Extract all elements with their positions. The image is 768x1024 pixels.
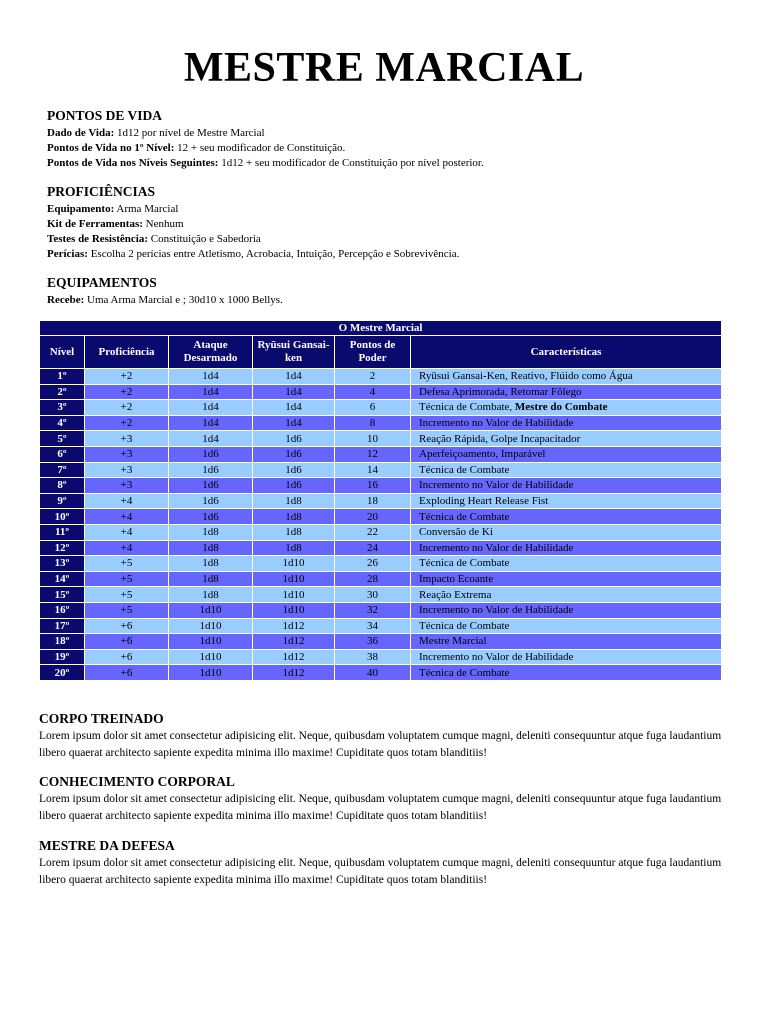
ryusui-cell: 1d6 [253, 462, 335, 478]
level-cell: 19º [40, 649, 85, 665]
col-header-ryusui: Ryūsui Gansai-ken [253, 336, 335, 369]
section-text: Lorem ipsum dolor sit amet consectetur adipisicing elit. Neque, quibusdam voluptatem cumque magni, deleniti consequuntur atque fuga laudantium libero quaerat architecto sapiente expedita minima illo maxime! Cupiditate quos totam blanditiis! [39, 857, 722, 886]
features-cell: Mestre Marcial [411, 634, 722, 650]
level-cell: 4º [40, 415, 85, 431]
power-cell: 4 [335, 384, 411, 400]
proficiency-cell: +6 [85, 665, 169, 681]
features-cell: Impacto Ecoante [411, 571, 722, 587]
power-cell: 36 [335, 634, 411, 650]
proficiency-cell: +4 [85, 540, 169, 556]
proficiency-cell: +5 [85, 571, 169, 587]
features-cell: Técnica de Combate [411, 618, 722, 634]
power-cell: 22 [335, 524, 411, 540]
unarmed-cell: 1d6 [169, 478, 253, 494]
features-cell: Incremento no Valor de Habilidade [411, 540, 722, 556]
section-text: Lorem ipsum dolor sit amet consectetur adipisicing elit. Neque, quibusdam voluptatem cumque magni, deleniti consequuntur atque fuga laudantium libero quaerat architecto sapiente expedita minima illo maxime! Cupiditate quos totam blanditiis! [39, 793, 722, 822]
features-cell: Ryūsui Gansai-Ken, Reativo, Flúido como Água [411, 369, 722, 385]
power-cell: 6 [335, 400, 411, 416]
section-conhecimento-corporal [39, 773, 739, 825]
ryusui-cell: 1d8 [253, 524, 335, 540]
receives-line: Recebe: Uma Arma Marcial e ; 30d10 x 1000 Bellys. [47, 294, 283, 306]
class-table [39, 320, 722, 681]
table-caption: O Mestre Marcial [40, 321, 722, 336]
table-row [40, 524, 722, 540]
table-row [40, 509, 722, 525]
level-cell: 20º [40, 665, 85, 681]
unarmed-cell: 1d8 [169, 571, 253, 587]
unarmed-cell: 1d10 [169, 602, 253, 618]
level-cell: 7º [40, 462, 85, 478]
table-row [40, 649, 722, 665]
unarmed-cell: 1d4 [169, 369, 253, 385]
page-title: MESTRE MARCIAL [183, 45, 585, 91]
ryusui-cell: 1d4 [253, 384, 335, 400]
features-cell: Reação Extrema [411, 587, 722, 603]
tools-line: Kit de Ferramentas: Nenhum [47, 218, 184, 230]
proficiencies-section [47, 183, 727, 262]
level-cell: 1º [40, 369, 85, 385]
unarmed-cell: 1d4 [169, 384, 253, 400]
hit-points-heading: PONTOS DE VIDA [47, 108, 163, 123]
features-cell: Técnica de Combate, Mestre do Combate [411, 400, 722, 416]
power-cell: 10 [335, 431, 411, 447]
ryusui-cell: 1d6 [253, 446, 335, 462]
col-header-unarmed: Ataque Desarmado [169, 336, 253, 369]
skills-line: Perícias: Escolha 2 perícias entre Atletismo, Acrobacia, Intuição, Percepção e Sobrevivência. [47, 248, 460, 260]
col-header-power: Pontos de Poder [335, 336, 411, 369]
proficiency-cell: +3 [85, 431, 169, 447]
power-cell: 26 [335, 556, 411, 572]
col-header-proficiency: Proficiência [85, 336, 169, 369]
section-mestre-da-defesa [39, 837, 739, 889]
table-header-row [40, 336, 722, 369]
ryusui-cell: 1d12 [253, 665, 335, 681]
power-cell: 8 [335, 415, 411, 431]
level-cell: 14º [40, 571, 85, 587]
level-cell: 13º [40, 556, 85, 572]
proficiencies-heading: PROFICIÊNCIAS [47, 184, 156, 199]
level-cell: 17º [40, 618, 85, 634]
table-row [40, 431, 722, 447]
proficiency-cell: +2 [85, 384, 169, 400]
ryusui-cell: 1d6 [253, 478, 335, 494]
proficiency-cell: +5 [85, 587, 169, 603]
unarmed-cell: 1d6 [169, 493, 253, 509]
section-heading: CONHECIMENTO CORPORAL [39, 774, 235, 789]
section-heading: MESTRE DA DEFESA [39, 838, 175, 853]
unarmed-cell: 1d10 [169, 649, 253, 665]
col-header-level: Nível [40, 336, 85, 369]
unarmed-cell: 1d10 [169, 618, 253, 634]
proficiency-cell: +4 [85, 493, 169, 509]
table-row [40, 400, 722, 416]
unarmed-cell: 1d6 [169, 462, 253, 478]
unarmed-cell: 1d8 [169, 540, 253, 556]
table-row [40, 634, 722, 650]
proficiency-cell: +2 [85, 369, 169, 385]
table-row [40, 384, 722, 400]
power-cell: 18 [335, 493, 411, 509]
level-cell: 6º [40, 446, 85, 462]
table-row [40, 369, 722, 385]
level-cell: 12º [40, 540, 85, 556]
power-cell: 12 [335, 446, 411, 462]
power-cell: 14 [335, 462, 411, 478]
proficiency-cell: +6 [85, 634, 169, 650]
power-cell: 30 [335, 587, 411, 603]
ryusui-cell: 1d4 [253, 415, 335, 431]
proficiency-cell: +3 [85, 478, 169, 494]
power-cell: 16 [335, 478, 411, 494]
table-row [40, 446, 722, 462]
proficiency-cell: +6 [85, 618, 169, 634]
level-cell: 11º [40, 524, 85, 540]
unarmed-cell: 1d8 [169, 587, 253, 603]
ryusui-cell: 1d4 [253, 400, 335, 416]
saving-throws-line: Testes de Resistência: Constituição e Sabedoria [47, 233, 261, 245]
unarmed-cell: 1d4 [169, 431, 253, 447]
level-cell: 8º [40, 478, 85, 494]
proficiency-cell: +5 [85, 556, 169, 572]
features-cell: Aperfeiçoamento, Imparável [411, 446, 722, 462]
features-cell: Conversão de Ki [411, 524, 722, 540]
table-row [40, 618, 722, 634]
ryusui-cell: 1d8 [253, 493, 335, 509]
ryusui-cell: 1d10 [253, 587, 335, 603]
ryusui-cell: 1d12 [253, 618, 335, 634]
col-header-features: Características [411, 336, 722, 369]
table-row [40, 556, 722, 572]
power-cell: 34 [335, 618, 411, 634]
proficiency-cell: +4 [85, 509, 169, 525]
ryusui-cell: 1d6 [253, 431, 335, 447]
hit-die-line: Dado de Vida: 1d12 por nível de Mestre Marcial [47, 127, 265, 139]
ryusui-cell: 1d12 [253, 634, 335, 650]
first-level-hp-line: Pontos de Vida no 1º Nível: 12 + seu modificador de Constituição. [47, 142, 346, 154]
ryusui-cell: 1d10 [253, 571, 335, 587]
table-row [40, 478, 722, 494]
ryusui-cell: 1d8 [253, 509, 335, 525]
proficiency-cell: +4 [85, 524, 169, 540]
proficiency-cell: +5 [85, 602, 169, 618]
power-cell: 24 [335, 540, 411, 556]
table-row [40, 462, 722, 478]
power-cell: 32 [335, 602, 411, 618]
proficiency-cell: +6 [85, 649, 169, 665]
level-cell: 10º [40, 509, 85, 525]
proficiency-cell: +2 [85, 415, 169, 431]
level-cell: 3º [40, 400, 85, 416]
table-row [40, 602, 722, 618]
later-levels-hp-line: Pontos de Vida nos Níveis Seguintes: 1d12 + seu modificador de Constituição por nível posterior. [47, 157, 484, 169]
proficiency-cell: +3 [85, 462, 169, 478]
section-corpo-treinado [39, 710, 739, 762]
power-cell: 20 [335, 509, 411, 525]
features-cell: Defesa Aprimorada, Retomar Fôlego [411, 384, 722, 400]
unarmed-cell: 1d6 [169, 509, 253, 525]
unarmed-cell: 1d10 [169, 665, 253, 681]
section-heading: CORPO TREINADO [39, 711, 164, 726]
unarmed-cell: 1d6 [169, 446, 253, 462]
features-cell: Incremento no Valor de Habilidade [411, 602, 722, 618]
ryusui-cell: 1d10 [253, 602, 335, 618]
level-cell: 2º [40, 384, 85, 400]
unarmed-cell: 1d8 [169, 524, 253, 540]
features-cell: Exploding Heart Release Fist [411, 493, 722, 509]
table-row [40, 571, 722, 587]
level-cell: 18º [40, 634, 85, 650]
table-row [40, 665, 722, 681]
ryusui-cell: 1d4 [253, 369, 335, 385]
level-cell: 9º [40, 493, 85, 509]
features-cell: Técnica de Combate [411, 509, 722, 525]
features-cell: Incremento no Valor de Habilidade [411, 415, 722, 431]
features-cell: Reação Rápida, Golpe Incapacitador [411, 431, 722, 447]
table-row [40, 415, 722, 431]
power-cell: 28 [335, 571, 411, 587]
features-cell: Técnica de Combate [411, 462, 722, 478]
ryusui-cell: 1d12 [253, 649, 335, 665]
section-text: Lorem ipsum dolor sit amet consectetur adipisicing elit. Neque, quibusdam voluptatem cumque magni, deleniti consequuntur atque fuga laudantium libero quaerat architecto sapiente expedita minima illo maxime! Cupiditate quos totam blanditiis! [39, 730, 722, 759]
table-row [40, 540, 722, 556]
power-cell: 40 [335, 665, 411, 681]
unarmed-cell: 1d4 [169, 415, 253, 431]
level-cell: 5º [40, 431, 85, 447]
equipment-heading: EQUIPAMENTOS [47, 275, 157, 290]
power-cell: 2 [335, 369, 411, 385]
features-cell: Incremento no Valor de Habilidade [411, 478, 722, 494]
table-row [40, 493, 722, 509]
level-cell: 16º [40, 602, 85, 618]
hit-points-section [47, 107, 727, 171]
equipment-section [47, 274, 727, 308]
ryusui-cell: 1d10 [253, 556, 335, 572]
features-cell: Técnica de Combate [411, 665, 722, 681]
ryusui-cell: 1d8 [253, 540, 335, 556]
unarmed-cell: 1d4 [169, 400, 253, 416]
features-cell: Incremento no Valor de Habilidade [411, 649, 722, 665]
equipment-prof-line: Equipamento: Arma Marcial [47, 203, 179, 215]
power-cell: 38 [335, 649, 411, 665]
unarmed-cell: 1d10 [169, 634, 253, 650]
level-cell: 15º [40, 587, 85, 603]
proficiency-cell: +3 [85, 446, 169, 462]
proficiency-cell: +2 [85, 400, 169, 416]
features-cell: Técnica de Combate [411, 556, 722, 572]
unarmed-cell: 1d8 [169, 556, 253, 572]
table-row [40, 587, 722, 603]
